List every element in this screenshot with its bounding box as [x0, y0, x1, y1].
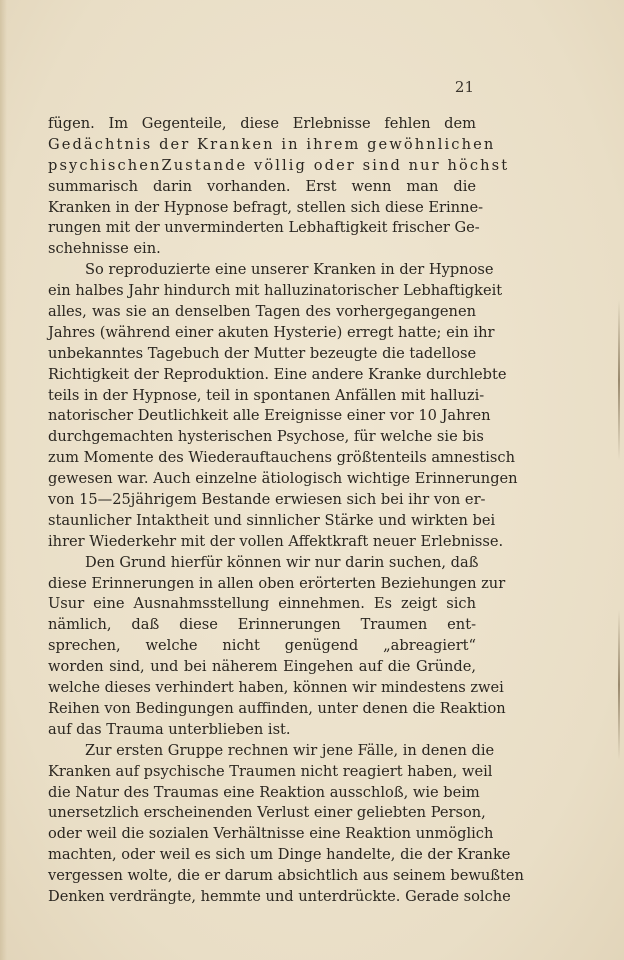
- text-line: auf das Trauma unterblieben ist.: [48, 720, 291, 738]
- text-line: staunlicher Intaktheit und sinnlicher Stärke und wirkten bei: [48, 511, 496, 529]
- text-line: oder weil die sozialen Verhältnisse eine Reaktion unmöglich: [48, 825, 494, 843]
- body-text: [48, 114, 524, 908]
- text-line: Jahres (während einer akuten Hysterie) erregt hatte; ein ihr: [48, 323, 495, 341]
- text-line: durchgemachten hysterischen Psychose, für welche sie bis: [48, 428, 484, 446]
- text-line: Reihen von Bedingungen auffinden, unter denen die Reaktion: [48, 699, 506, 717]
- text-line: Denken verdrängte, hemmte und unterdrückte. Gerade solche: [48, 887, 511, 905]
- text-line: So reproduzierte eine unserer Kranken in der Hypnose: [85, 261, 494, 279]
- text-line: worden sind, und bei näherem Eingehen auf die Gründe,: [48, 658, 476, 676]
- text-line: Richtigkeit der Reproduktion. Eine andere Kranke durchlebte: [48, 365, 507, 383]
- text-line: psychischenZustande völlig oder sind nur höchst: [48, 156, 510, 174]
- text-line: ihrer Wiederkehr mit der vollen Affektkraft neuer Erlebnisse.: [48, 532, 504, 550]
- text-line: welche dieses verhindert haben, können wir mindestens zwei: [48, 679, 504, 697]
- text-line: Gedächtnis der Kranken in ihrem gewöhnlichen: [48, 135, 496, 153]
- text-line: machten, oder weil es sich um Dinge handelte, die der Kranke: [48, 846, 511, 864]
- text-line: unbekanntes Tagebuch der Mutter bezeugte die tadellose: [48, 344, 477, 362]
- text-line: summarisch darin vorhanden. Erst wenn man die: [48, 177, 476, 195]
- text-line: Den Grund hierfür können wir nur darin suchen, daß: [85, 553, 479, 571]
- text-line: rungen mit der unverminderten Lebhaftigkeit frischer Ge-: [48, 219, 480, 237]
- text-line: schehnisse ein.: [48, 240, 161, 258]
- text-line: fügen. Im Gegenteile, diese Erlebnisse fehlen dem: [48, 115, 476, 132]
- text-line: von 15—25jährigem Bestande erwiesen sich bei ihr von er-: [48, 491, 486, 509]
- text-line: ein halbes Jahr hindurch mit halluzinatorischer Lebhaftigkeit: [48, 282, 503, 300]
- text-line: sprechen, welche nicht genügend „abreagiert“: [48, 637, 476, 655]
- text-line: Zur ersten Gruppe rechnen wir jene Fälle, in denen die: [85, 741, 495, 759]
- text-line: unersetzlich erscheinenden Verlust einer geliebten Person,: [48, 804, 486, 822]
- page-gutter-shadow: [0, 0, 7, 960]
- page-edge-mark: [618, 300, 620, 460]
- text-line: Kranken in der Hypnose befragt, stellen sich diese Erinne-: [48, 198, 484, 216]
- text-line: zum Momente des Wiederauftauchens größtenteils amnestisch: [48, 449, 515, 467]
- page-edge-mark: [618, 610, 620, 760]
- text-line: vergessen wolte, die er darum absichtlich aus seinem bewußten: [48, 867, 524, 885]
- text-line: teils in der Hypnose, teil in spontanen Anfällen mit halluzi-: [48, 386, 485, 404]
- text-line: Kranken auf psychische Traumen nicht reagiert haben, weil: [48, 762, 493, 780]
- text-line: Usur eine Ausnahmsstellung einnehmen. Es zeigt sich: [48, 595, 476, 613]
- text-line: alles, was sie an denselben Tagen des vorhergegangenen: [48, 303, 476, 321]
- page-number: 21: [454, 78, 474, 96]
- text-line: diese Erinnerungen in allen oben erörterten Beziehungen zur: [48, 574, 506, 592]
- text-line: die Natur des Traumas eine Reaktion ausschloß, wie beim: [48, 783, 480, 801]
- text-line: natorischer Deutlichkeit alle Ereignisse einer vor 10 Jahren: [48, 407, 491, 425]
- text-line: gewesen war. Auch einzelne ätiologisch wichtige Erinnerungen: [48, 470, 518, 488]
- text-line: nämlich, daß diese Erinnerungen Traumen ent-: [48, 616, 476, 634]
